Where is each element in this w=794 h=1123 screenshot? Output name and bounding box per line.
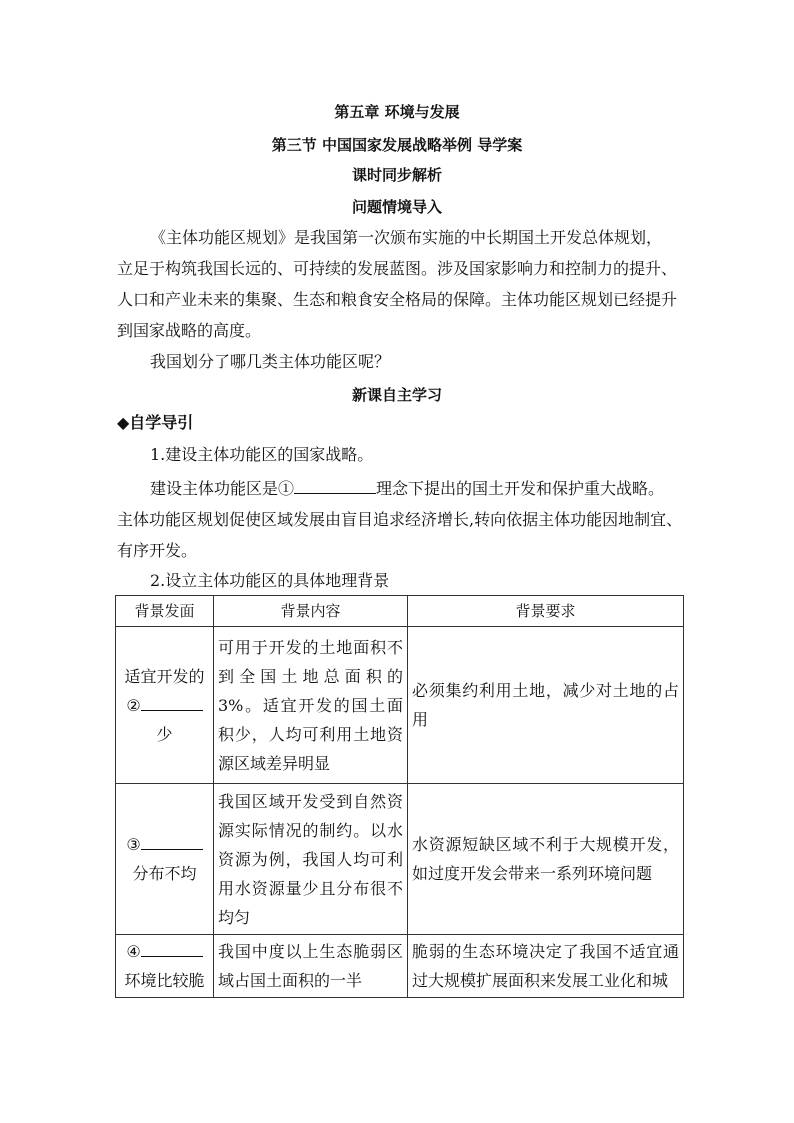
row3-aspect-a [120, 937, 209, 966]
table-header-row [116, 596, 684, 627]
row1-aspect-a: 适宜开发的 [124, 666, 205, 686]
row2-aspect-b: 分布不均 [132, 864, 197, 883]
blank-2[interactable] [141, 694, 203, 711]
section-title: 第三节 中国国家发展战略举例 导学案 [271, 136, 523, 154]
background-table [115, 595, 684, 998]
blank-4-number: ④ [126, 942, 141, 961]
subheading-analysis: 课时同步解析 [351, 166, 442, 184]
row3-aspect-b: 环境比较脆 [124, 971, 205, 990]
row2-content: 我国区域开发受到自然资源实际情况的制约。以水资源为例，我国人均可利用水资源量少且分布很不均匀 [214, 784, 408, 935]
row1-aspect [116, 627, 214, 784]
table-row [116, 627, 684, 784]
row1-content: 可用于开发的土地面积不到全国土地总面积的3%。适宜开发的国土面积少，人均可利用土地资源区域差异明显 [214, 627, 408, 784]
intro-line-1: 《主体功能区规划》是我国第一次颁布实施的中长期国土开发总体规划， [150, 228, 663, 247]
row1-aspect-c: 少 [156, 724, 173, 744]
intro-question: 我国划分了哪几类主体功能区呢？ [150, 352, 391, 371]
item2-heading: 2.设立主体功能区的具体地理背景 [150, 571, 390, 590]
header-requirement: 背景要求 [408, 596, 684, 627]
blank-4[interactable] [141, 940, 203, 957]
row1-aspect-b [120, 691, 209, 720]
row2-aspect-a [120, 830, 209, 859]
item1-heading: 1.建设主体功能区的国家战略。 [150, 445, 374, 464]
blank-3[interactable] [141, 833, 203, 850]
blank-3-number: ③ [126, 835, 141, 854]
row3-content: 我国中度以上生态脆弱区域占国土面积的一半 [214, 935, 408, 998]
table-row [116, 935, 684, 998]
subheading-situation: 问题情境导入 [351, 198, 442, 216]
intro-line-4: 到国家战略的高度。 [117, 321, 262, 340]
item1-text-b: 理念下提出的国土开发和保护重大战略。 [376, 479, 665, 498]
row2-aspect [116, 784, 214, 935]
item1-line-3: 有序开发。 [117, 541, 198, 560]
chapter-title: 第五章 环境与发展 [334, 103, 460, 121]
intro-line-3: 人口和产业未来的集聚、生态和粮食安全格局的保障。主体功能区规划已经提升 [117, 290, 678, 309]
blank-1[interactable] [294, 477, 376, 494]
table-row [116, 784, 684, 935]
row1-requirement: 必须集约利用土地，减少对土地的占用 [408, 627, 684, 784]
header-aspect: 背景发面 [116, 596, 214, 627]
item1-line-2: 主体功能区规划促使区域发展由盲目追求经济增长,转向依据主体功能因地制宜、 [117, 510, 683, 529]
item1-line-1 [150, 474, 664, 504]
row3-requirement: 脆弱的生态环境决定了我国不适宜通过大规模扩展面积来发展工业化和城 [408, 935, 684, 998]
row3-aspect [116, 935, 214, 998]
self-study-guide: ◆自学导引 [117, 413, 194, 432]
row2-requirement: 水资源短缺区域不利于大规模开发，如过度开发会带来一系列环境问题 [408, 784, 684, 935]
intro-line-2: 立足于构筑我国长远的、可持续的发展蓝图。涉及国家影响力和控制力的提升、 [117, 259, 678, 278]
blank-2-number: ② [126, 695, 141, 715]
header-content: 背景内容 [214, 596, 408, 627]
item1-text-a: 建设主体功能区是① [150, 479, 295, 498]
study-title: 新课自主学习 [351, 386, 442, 404]
